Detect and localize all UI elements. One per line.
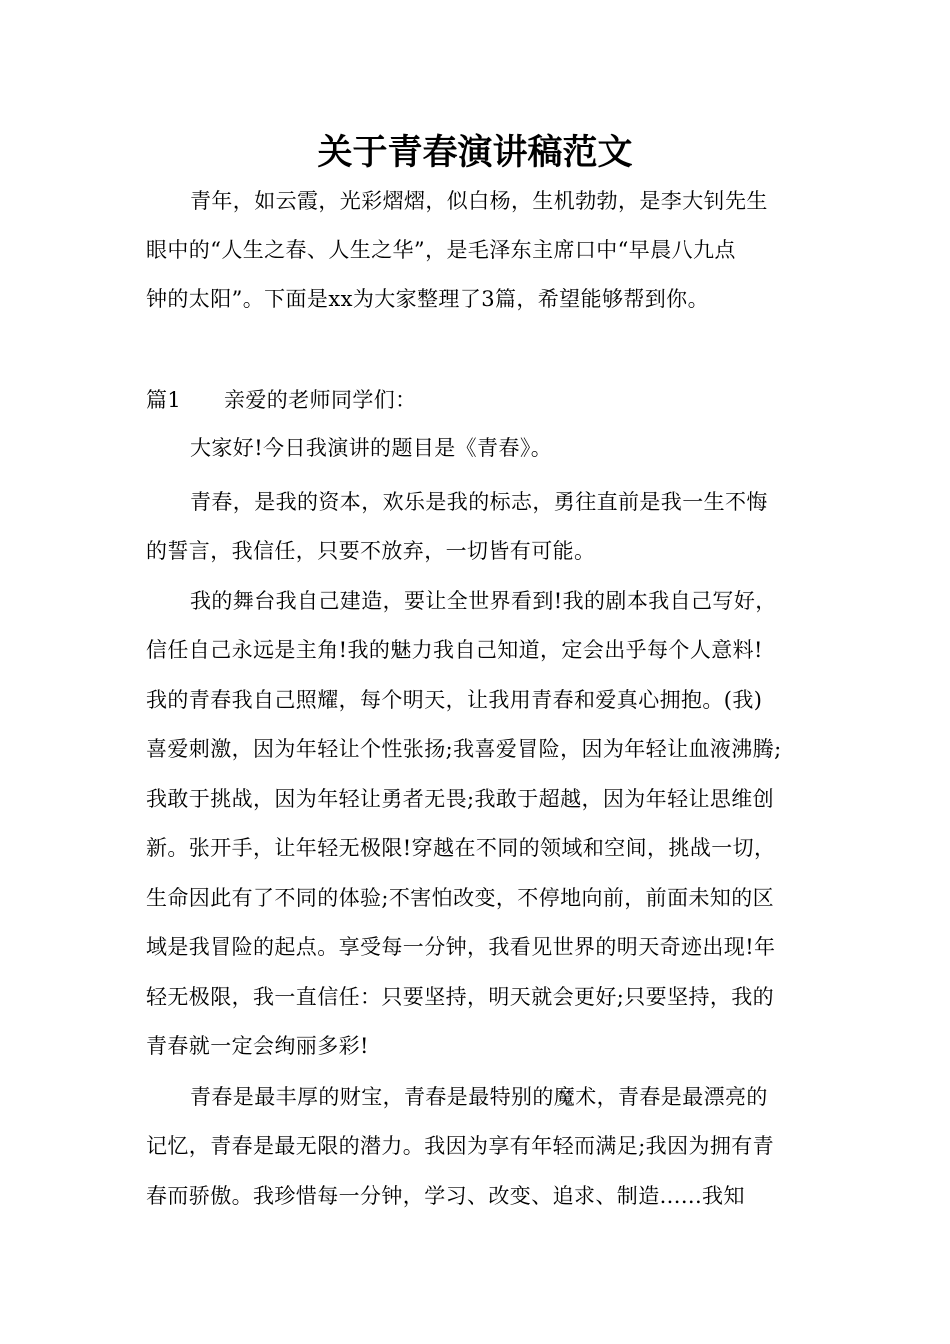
paragraph-line: 我的青春我自己照耀，每个明天，让我用青春和爱真心拥抱。(我) <box>146 688 763 712</box>
paragraph-line: 眼中的“人生之春、人生之华”，是毛泽东主席口中“早晨八九点 <box>146 238 736 262</box>
paragraph-line: 我敢于挑战，因为年轻让勇者无畏;我敢于超越，因为年轻让思维创 <box>146 787 775 811</box>
paragraph-line: 大家好!今日我演讲的题目是《青春》。 <box>190 436 553 460</box>
paragraph-line: 轻无极限，我一直信任：只要坚持，明天就会更好;只要坚持，我的 <box>146 985 775 1009</box>
paragraph-line: 青年，如云霞，光彩熠熠，似白杨，生机勃勃，是李大钊先生 <box>190 189 768 213</box>
document-title: 关于青春演讲稿范文 <box>317 133 633 173</box>
paragraph-line: 新。张开手，让年轻无极限!穿越在不同的领域和空间，挑战一切， <box>146 836 776 860</box>
paragraph-line: 我的舞台我自己建造，要让全世界看到!我的剧本我自己写好， <box>190 589 777 613</box>
paragraph-line: 信任自己永远是主角!我的魅力我自己知道，定会出乎每个人意料! <box>146 638 763 662</box>
paragraph-line: 记忆，青春是最无限的潜力。我因为享有年轻而满足;我因为拥有青 <box>146 1134 775 1158</box>
paragraph-line: 春而骄傲。我珍惜每一分钟，学习、改变、追求、制造......我知 <box>146 1184 745 1208</box>
paragraph-line: 生命因此有了不同的体验;不害怕改变，不停地向前，前面未知的区 <box>146 886 775 910</box>
paragraph-line: 钟的太阳”。下面是xx为大家整理了3篇，希望能够帮到你。 <box>146 287 709 311</box>
paragraph-line: 青春，是我的资本，欢乐是我的标志，勇往直前是我一生不悔 <box>190 490 768 514</box>
paragraph-line: 青春就一定会绚丽多彩! <box>146 1034 369 1058</box>
paragraph-line: 喜爱刺激，因为年轻让个性张扬;我喜爱冒险，因为年轻让血液沸腾; <box>146 737 782 761</box>
paragraph-line: 青春是最丰厚的财宝，青春是最特别的魔术，青春是最漂亮的 <box>190 1085 768 1109</box>
paragraph-line: 的誓言，我信任，只要不放弃，一切皆有可能。 <box>146 539 596 563</box>
paragraph-line: 域是我冒险的起点。享受每一分钟，我看见世界的明天奇迹出现!年 <box>146 935 776 959</box>
section-heading: 篇1 亲爱的老师同学们： <box>146 388 417 412</box>
